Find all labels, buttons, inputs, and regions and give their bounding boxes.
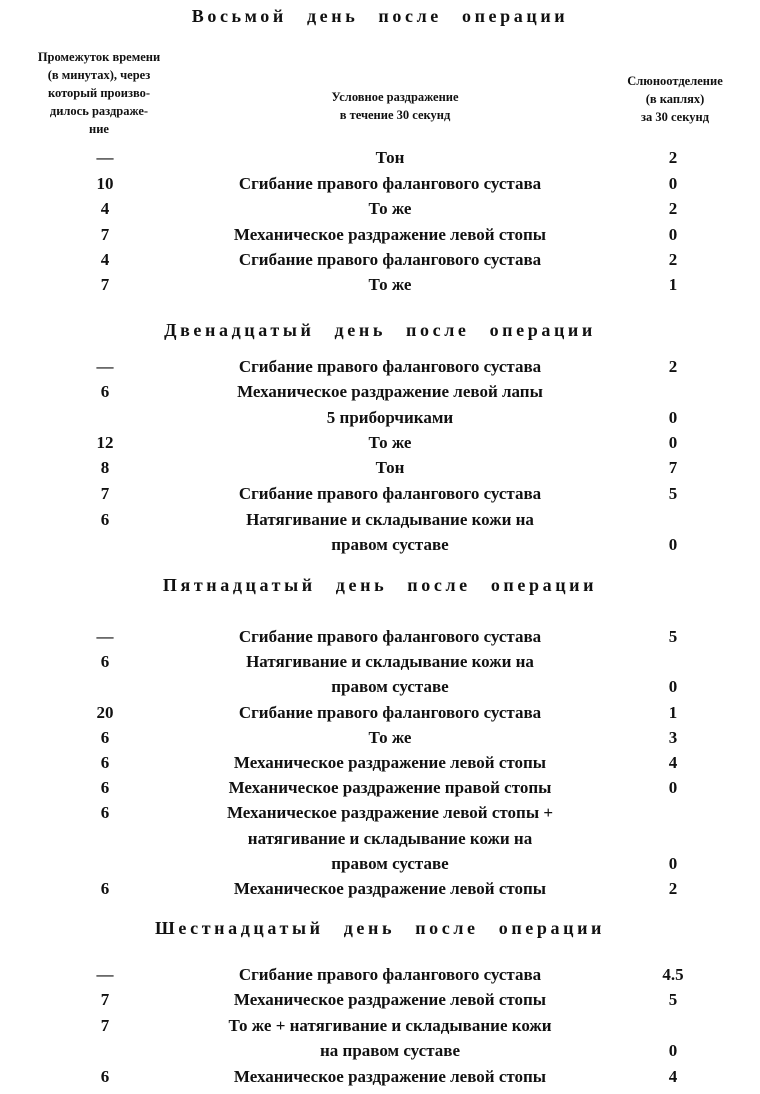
interval-cell: 6 bbox=[100, 1067, 110, 1086]
table-row bbox=[0, 675, 760, 699]
table-row bbox=[0, 508, 760, 532]
interval-cell: 6 bbox=[100, 753, 110, 772]
stimulus-cell: Сгибание правого фалангового сустава bbox=[238, 484, 542, 503]
column-header-salivation bbox=[600, 72, 750, 126]
drops-cell: 0 bbox=[668, 854, 678, 873]
header-line: (в каплях) bbox=[645, 92, 705, 106]
interval-cell: 12 bbox=[96, 433, 114, 452]
table-row bbox=[0, 625, 760, 649]
table-row bbox=[0, 852, 760, 876]
drops-cell: 2 bbox=[668, 148, 678, 167]
table-row bbox=[0, 701, 760, 725]
table-row bbox=[0, 380, 760, 404]
drops-cell: 0 bbox=[668, 778, 678, 797]
drops-cell: 0 bbox=[668, 677, 678, 696]
interval-cell: 10 bbox=[96, 174, 114, 193]
drops-cell: 2 bbox=[668, 357, 678, 376]
header-line: ние bbox=[89, 122, 109, 136]
interval-cell: — bbox=[96, 965, 114, 984]
drops-cell: 0 bbox=[668, 535, 678, 554]
interval-cell: 6 bbox=[100, 879, 110, 898]
table-row bbox=[0, 355, 760, 379]
interval-cell: 8 bbox=[100, 458, 110, 477]
stimulus-cell: Механическое раздражение левой стопы bbox=[233, 879, 547, 898]
interval-cell: 7 bbox=[100, 225, 110, 244]
table-row bbox=[0, 751, 760, 775]
drops-cell: 3 bbox=[668, 728, 678, 747]
interval-cell: 4 bbox=[100, 250, 110, 269]
header-line: Условное раздражение bbox=[331, 90, 459, 104]
stimulus-cell: Тон bbox=[375, 458, 405, 477]
section-title: Пятнадцатый день после операции bbox=[162, 575, 598, 595]
drops-cell: 0 bbox=[668, 433, 678, 452]
interval-cell: — bbox=[96, 148, 114, 167]
interval-cell: 7 bbox=[100, 484, 110, 503]
header-line: в течение 30 секунд bbox=[339, 108, 451, 122]
table-row bbox=[0, 197, 760, 221]
stimulus-cell: Сгибание правого фалангового сустава bbox=[238, 174, 542, 193]
stimulus-cell: правом суставе bbox=[331, 854, 449, 873]
stimulus-cell: Механическое раздражение левой стопы bbox=[233, 225, 547, 244]
drops-cell: 0 bbox=[668, 1041, 678, 1060]
table-row bbox=[0, 877, 760, 901]
table-row bbox=[0, 1039, 760, 1063]
stimulus-cell: Сгибание правого фалангового сустава bbox=[238, 627, 542, 646]
table-row bbox=[0, 533, 760, 557]
stimulus-cell: Натягивание и складывание кожи на bbox=[246, 510, 534, 529]
drops-cell: 5 bbox=[668, 484, 678, 503]
stimulus-cell: Механическое раздражение левой стопы bbox=[233, 753, 547, 772]
stimulus-cell: натягивание и складывание кожи на bbox=[247, 829, 533, 848]
drops-cell: 4 bbox=[668, 1067, 678, 1086]
stimulus-cell: на правом суставе bbox=[320, 1041, 460, 1060]
stimulus-cell: Сгибание правого фалангового сустава bbox=[238, 250, 542, 269]
stimulus-cell: Сгибание правого фалангового сустава bbox=[238, 703, 542, 722]
drops-cell: 2 bbox=[668, 250, 678, 269]
drops-cell: 5 bbox=[668, 627, 678, 646]
stimulus-cell: 5 приборчиками bbox=[326, 408, 454, 427]
stimulus-cell: Механическое раздражение левой стопы + bbox=[226, 803, 554, 822]
header-line: (в минутах), через bbox=[47, 68, 151, 82]
stimulus-cell: То же bbox=[368, 728, 412, 747]
column-header-interval bbox=[10, 48, 188, 138]
drops-cell: 0 bbox=[668, 174, 678, 193]
stimulus-cell: Тон bbox=[375, 148, 405, 167]
drops-cell: 0 bbox=[668, 225, 678, 244]
table-row bbox=[0, 726, 760, 750]
interval-cell: 7 bbox=[100, 1016, 110, 1035]
interval-cell: 7 bbox=[100, 275, 110, 294]
table-row bbox=[0, 456, 760, 480]
stimulus-cell: правом суставе bbox=[331, 677, 449, 696]
header-line: за 30 секунд bbox=[640, 110, 710, 124]
interval-cell: 6 bbox=[100, 510, 110, 529]
drops-cell: 4 bbox=[668, 753, 678, 772]
table-row bbox=[0, 273, 760, 297]
drops-cell: 0 bbox=[668, 408, 678, 427]
table-row bbox=[0, 801, 760, 825]
drops-cell: 2 bbox=[668, 879, 678, 898]
section-title: Двенадцатый день после операции bbox=[164, 320, 596, 340]
drops-cell: 1 bbox=[668, 703, 678, 722]
column-header-stimulus bbox=[270, 88, 520, 124]
table-row bbox=[0, 963, 760, 987]
table-row bbox=[0, 223, 760, 247]
stimulus-cell: То же bbox=[368, 433, 412, 452]
table-row bbox=[0, 650, 760, 674]
stimulus-cell: Механическое раздражение левой стопы bbox=[233, 1067, 547, 1086]
table-row bbox=[0, 172, 760, 196]
stimulus-cell: То же bbox=[368, 199, 412, 218]
stimulus-cell: То же + натягивание и складывание кожи bbox=[228, 1016, 552, 1035]
table-row bbox=[0, 1065, 760, 1089]
stimulus-cell: Механическое раздражение левой лапы bbox=[237, 382, 543, 401]
stimulus-cell: То же bbox=[368, 275, 412, 294]
drops-cell: 5 bbox=[668, 990, 678, 1009]
section-title: Шестнадцатый день после операции bbox=[154, 918, 606, 938]
interval-cell: 7 bbox=[100, 990, 110, 1009]
stimulus-cell: Сгибание правого фалангового сустава bbox=[238, 965, 542, 984]
stimulus-cell: Механическое раздражение левой стопы bbox=[233, 990, 547, 1009]
table-row bbox=[0, 482, 760, 506]
table-row bbox=[0, 827, 760, 851]
section-title: Восьмой день после операции bbox=[191, 6, 569, 26]
stimulus-cell: Механическое раздражение правой стопы bbox=[228, 778, 552, 797]
interval-cell: 6 bbox=[100, 652, 110, 671]
drops-cell: 7 bbox=[668, 458, 678, 477]
interval-cell: — bbox=[96, 627, 114, 646]
stimulus-cell: Натягивание и складывание кожи на bbox=[246, 652, 534, 671]
interval-cell: 4 bbox=[100, 199, 110, 218]
table-row bbox=[0, 406, 760, 430]
interval-cell: 20 bbox=[96, 703, 114, 722]
table-row bbox=[0, 431, 760, 455]
drops-cell: 1 bbox=[668, 275, 678, 294]
drops-cell: 2 bbox=[668, 199, 678, 218]
stimulus-cell: правом суставе bbox=[331, 535, 449, 554]
interval-cell: 6 bbox=[100, 382, 110, 401]
stimulus-cell: Сгибание правого фалангового сустава bbox=[238, 357, 542, 376]
table-row bbox=[0, 1014, 760, 1038]
header-line: Слюноотделение bbox=[627, 74, 723, 88]
interval-cell: — bbox=[96, 357, 114, 376]
interval-cell: 6 bbox=[100, 778, 110, 797]
table-row bbox=[0, 988, 760, 1012]
table-row bbox=[0, 248, 760, 272]
header-line: Промежуток времени bbox=[37, 50, 161, 64]
table-row bbox=[0, 776, 760, 800]
drops-cell: 4.5 bbox=[662, 965, 684, 984]
table-row bbox=[0, 146, 760, 170]
header-line: который произво- bbox=[47, 86, 151, 100]
header-line: дилось раздраже- bbox=[49, 104, 149, 118]
interval-cell: 6 bbox=[100, 728, 110, 747]
interval-cell: 6 bbox=[100, 803, 110, 822]
